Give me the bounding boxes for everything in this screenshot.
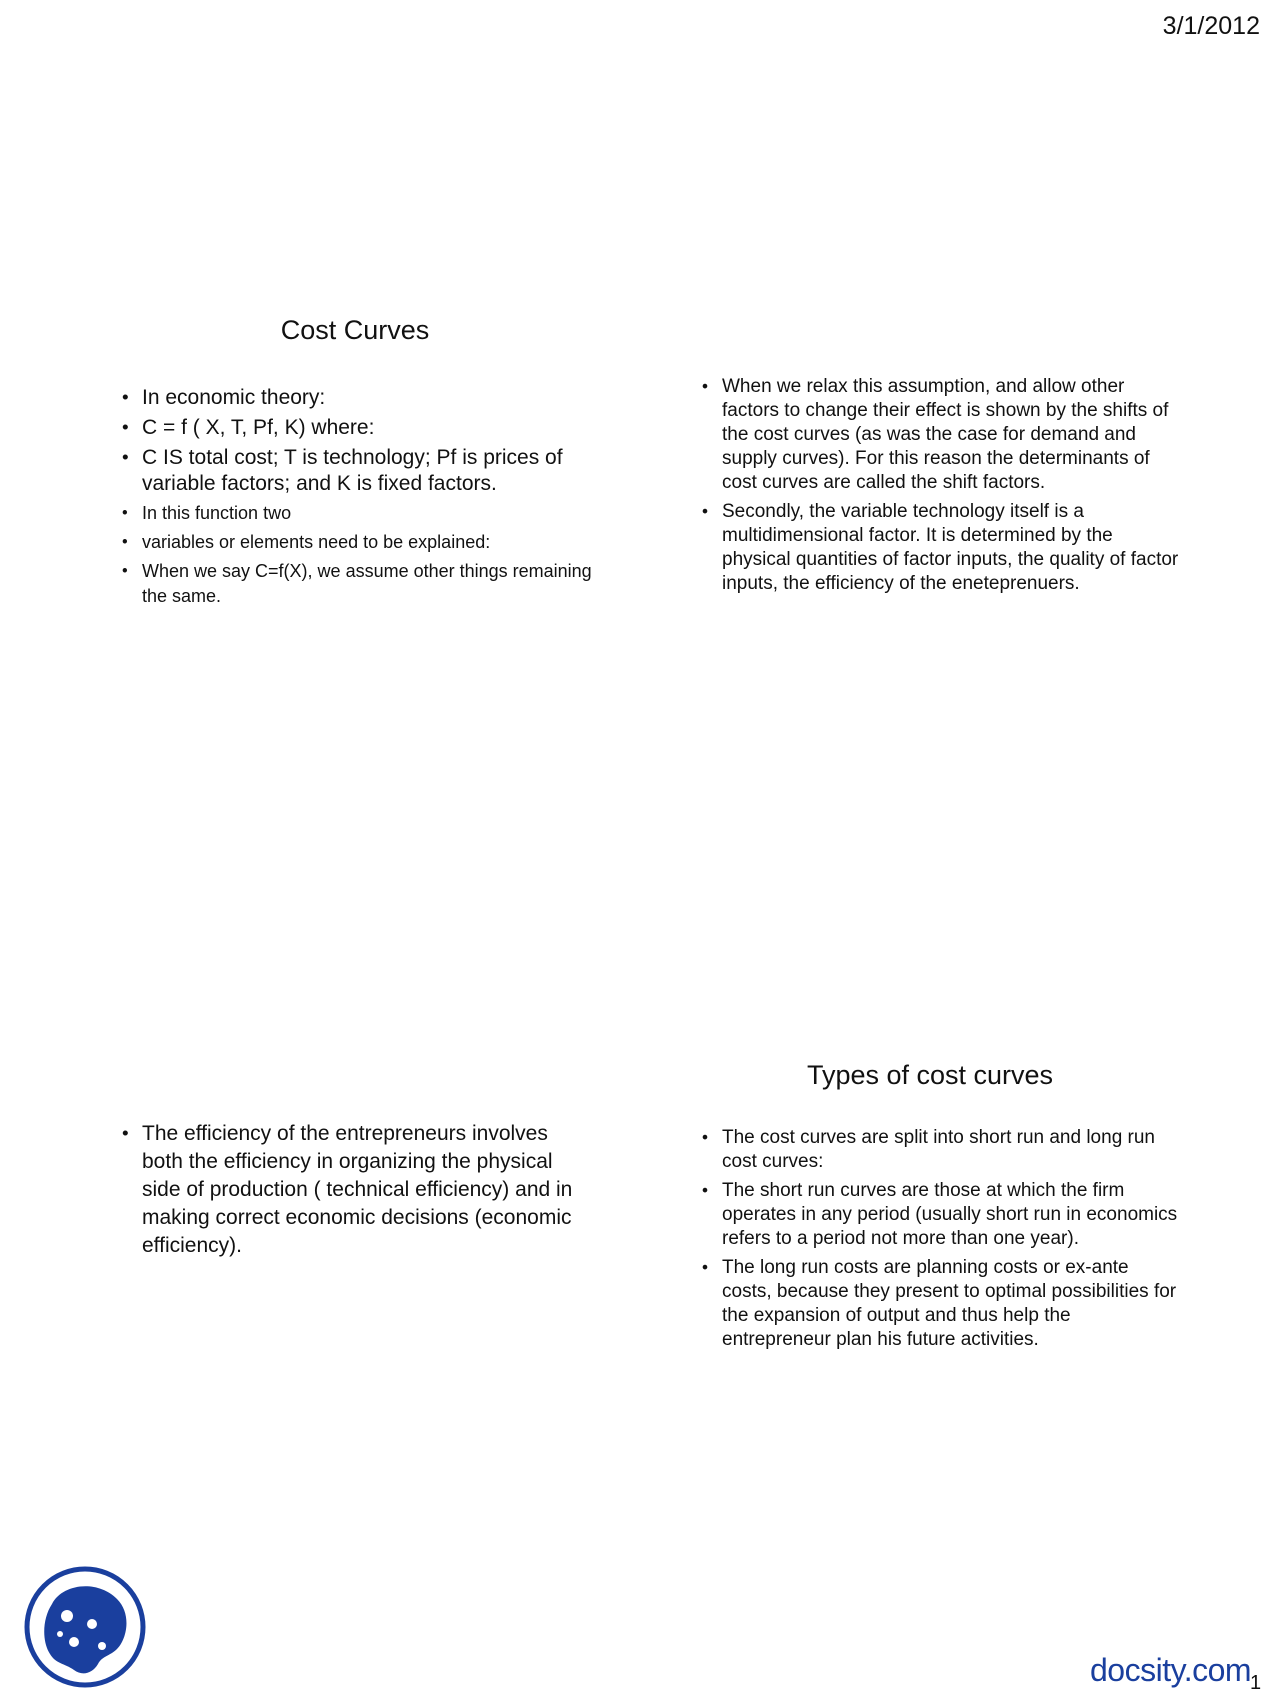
bullet-item: • variables or elements need to be explained:: [120, 530, 600, 555]
bullet-item: • The long run costs are planning costs or ex-ante costs, because they present to optimal possibilities for the expansion of output and thus help the entrepreneur plan his future activities.: [700, 1256, 1180, 1352]
bullet-item: • C IS total cost; T is technology; Pf is prices of variable factors; and K is fixed factors.: [120, 445, 600, 497]
slide-efficiency: [100, 1120, 600, 1320]
docsity-logo-icon: [22, 1564, 148, 1690]
bullet-item: • Secondly, the variable technology itself is a multidimensional factor. It is determined by the physical quantities of factor inputs, the quality of factor inputs, the efficiency of the eneteprenuers.: [700, 500, 1180, 596]
bullet-list: [120, 385, 600, 613]
slide-title: Cost Curves: [280, 315, 430, 345]
print-date: 3/1/2012: [1162, 12, 1260, 40]
slide-title: Types of cost curves: [806, 1060, 1054, 1090]
bullet-item: • In this function two: [120, 501, 600, 526]
bullet-item: • When we say C=f(X), we assume other things remaining the same.: [120, 559, 600, 609]
docsity-brand: docsity.com: [1090, 1652, 1252, 1688]
bullet-item: • C = f ( X, T, Pf, K) where:: [120, 415, 600, 441]
slide-cost-curves: [100, 315, 600, 645]
bullet-list: [120, 1120, 590, 1260]
slide-shift-factors: [680, 375, 1180, 675]
bullet-list: [700, 1126, 1180, 1357]
bullet-item: • The efficiency of the entrepreneurs involves both the efficiency in organizing the physical side of production ( technical efficiency) and in making correct economic decisions (economic efficiency).: [120, 1120, 590, 1260]
slide-types-of-cost-curves: [680, 1060, 1180, 1390]
bullet-item: • When we relax this assumption, and allow other factors to change their effect is shown by the shifts of the cost curves (as was the case for demand and supply curves). For this reason the determinants of cost curves are called the shift factors.: [700, 375, 1180, 495]
page-number: 1: [1250, 1672, 1262, 1694]
bullet-item: • The cost curves are split into short run and long run cost curves:: [700, 1126, 1180, 1174]
bullet-item: • In economic theory:: [120, 385, 600, 411]
bullet-list: [700, 375, 1180, 601]
bullet-item: • The short run curves are those at which the firm operates in any period (usually short run in economics refers to a period not more than one year).: [700, 1179, 1180, 1251]
